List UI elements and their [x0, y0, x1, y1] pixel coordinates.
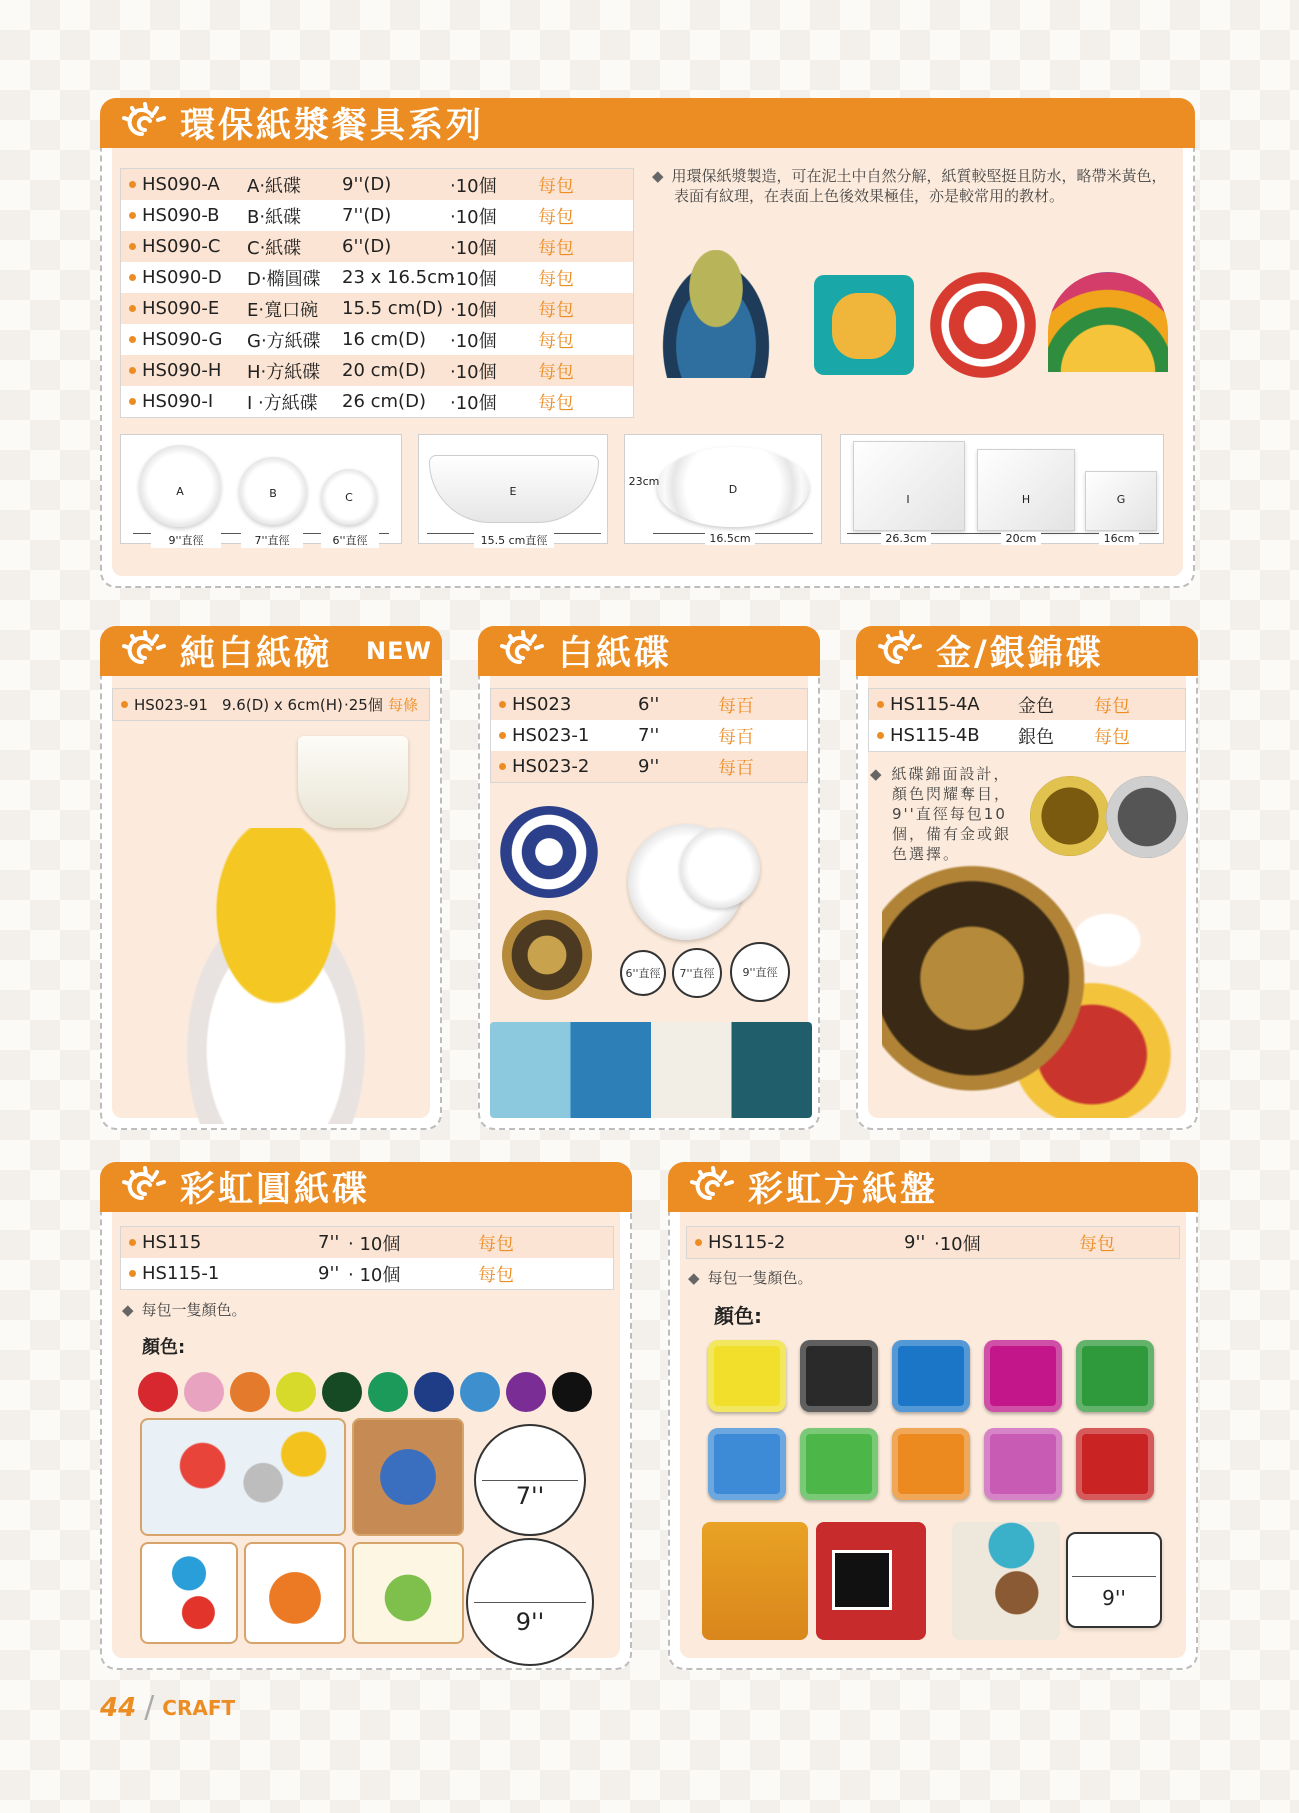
color-label: 顏色:	[142, 1337, 186, 1358]
page-number: 44	[100, 1692, 137, 1723]
color-swatch	[138, 1372, 178, 1412]
color-swatch	[984, 1340, 1062, 1412]
table-row: HS090-G G‧方紙碟 16 cm(D) ‧10個 每包	[121, 324, 633, 355]
color-swatch	[368, 1372, 408, 1412]
table-row: HS115 7'' ‧ 10個 每包	[121, 1227, 613, 1258]
table-row: HS023 6'' 每百	[491, 689, 807, 720]
section-header	[100, 626, 442, 676]
sun-logo-icon	[120, 100, 170, 146]
product-table	[868, 688, 1186, 752]
size-circle-7: 7''直徑	[672, 948, 722, 998]
section-header	[100, 98, 1195, 148]
oval-plate-shot: D 23cm 16.5cm	[624, 434, 822, 544]
owl-plate-photo	[352, 1418, 464, 1536]
section-title: 金/銀錦碟	[936, 634, 1104, 674]
section-header	[668, 1162, 1198, 1212]
white-bowl-photo	[298, 736, 408, 828]
product-note: ◆ 每包一隻顏色。	[122, 1301, 247, 1319]
table-row: HS115-1 9'' ‧ 10個 每包	[121, 1258, 613, 1289]
product-note: ◆ 每包一隻顏色。	[688, 1269, 813, 1287]
color-swatch	[1076, 1428, 1154, 1500]
plate-crafts-photo	[490, 1022, 812, 1118]
table-row: HS090-H H‧方紙碟 20 cm(D) ‧10個 每包	[121, 355, 633, 386]
color-swatch	[460, 1372, 500, 1412]
gold-relief-plate-photo	[502, 910, 592, 1000]
color-swatch	[984, 1428, 1062, 1500]
sun-logo-icon	[876, 628, 926, 674]
color-swatch	[800, 1340, 878, 1412]
clapperboard-photo	[816, 1522, 926, 1640]
white-plate-section	[478, 626, 820, 1130]
color-swatch	[892, 1428, 970, 1500]
table-row: HS090-B B‧紙碟 7''(D) ‧10個 每包	[121, 200, 633, 231]
page-footer	[100, 1690, 235, 1725]
relief-plate-craft-photo	[882, 864, 1182, 1118]
sun-logo-icon	[688, 1164, 738, 1210]
table-row: HS023-1 7'' 每百	[491, 720, 807, 751]
color-swatch	[1076, 1340, 1154, 1412]
square-plates-shot: I H G 26.3cm 20cm 16cm	[840, 434, 1164, 544]
footer-label: CRAFT	[162, 1695, 236, 1720]
table-row: HS115-2 9'' ‧10個 每包	[687, 1227, 1179, 1258]
section-title: 彩虹圓紙碟	[180, 1170, 371, 1210]
foil-plate-section	[856, 626, 1198, 1130]
color-swatch	[800, 1428, 878, 1500]
color-swatch	[184, 1372, 224, 1412]
sun-logo-icon	[120, 1164, 170, 1210]
bird-plate-photo	[244, 1542, 346, 1644]
section-title: 環保紙漿餐具系列	[180, 106, 485, 146]
table-row: HS115-4A 金色 每包	[869, 689, 1185, 720]
size-circle-6: 6''直徑	[620, 950, 666, 996]
section-title: 純白紙碗	[180, 634, 333, 674]
bowl-shot: E 15.5 cm直徑	[418, 434, 608, 544]
product-table	[490, 688, 808, 783]
size-circle-7: 7''	[474, 1424, 586, 1536]
section-header	[856, 626, 1198, 676]
color-swatch	[552, 1372, 592, 1412]
product-table	[120, 168, 634, 418]
product-note: ◆ 紙碟錦面設計，顏色閃耀奪目，9''直徑每包10個，備有金或銀色選擇。	[870, 765, 1012, 863]
round-plates-shot: A B C 9''直徑 7''直徑 6''直徑	[120, 434, 402, 544]
divider-slash: /	[144, 1690, 155, 1725]
fish-plates-photo	[140, 1418, 346, 1536]
color-swatch	[506, 1372, 546, 1412]
table-row: HS023-91 9.6(D) x 6cm(H) ‧25個 每條	[113, 689, 429, 720]
table-row: HS090-A A‧紙碟 9''(D) ‧10個 每包	[121, 169, 633, 200]
section-header	[100, 1162, 632, 1212]
rainbow-square-section	[668, 1162, 1198, 1670]
question-box-photo	[702, 1522, 808, 1640]
teddy-blocks-photo	[952, 1522, 1060, 1640]
size-square-9: 9''	[1066, 1532, 1162, 1628]
dinosaur-plate-photo	[352, 1542, 464, 1644]
sun-logo-icon	[498, 628, 548, 674]
pulp-tableware-section	[100, 98, 1195, 588]
dog-plate-photo	[814, 275, 914, 375]
section-header	[478, 626, 820, 676]
product-note: ◆ 用環保紙漿製造，可在泥土中自然分解，紙質較堅挺且防水，略帶米黃色，表面有紋理，在表面上色後效果極佳，亦是較常用的教材。	[652, 167, 1167, 205]
silver-plate-photo	[1106, 776, 1188, 858]
color-swatch	[322, 1372, 362, 1412]
product-table	[120, 1226, 614, 1290]
section-title: 白紙碟	[558, 634, 673, 674]
monster-plates-photo	[140, 1542, 238, 1644]
gold-plate-photo	[1030, 776, 1110, 856]
new-badge: NEW	[366, 637, 432, 665]
blue-china-plate-photo	[500, 806, 598, 898]
product-table	[112, 688, 430, 721]
color-swatch	[414, 1372, 454, 1412]
color-swatch	[708, 1340, 786, 1412]
dragon-plate-photo	[930, 272, 1036, 378]
product-table	[686, 1226, 1180, 1259]
table-row: HS090-E E‧寬口碗 15.5 cm(D) ‧10個 每包	[121, 293, 633, 324]
color-swatch	[892, 1340, 970, 1412]
white-plate-small	[680, 828, 760, 908]
clay-bowl-craft-photo	[138, 828, 414, 1124]
table-row: HS090-D D‧橢圓碟 23 x 16.5cm ‧10個 每包	[121, 262, 633, 293]
white-bowl-section	[100, 626, 442, 1130]
table-row: HS023-2 9'' 每百	[491, 751, 807, 782]
color-swatch	[708, 1428, 786, 1500]
table-row: HS115-4B 銀色 每包	[869, 720, 1185, 751]
color-swatch	[230, 1372, 270, 1412]
size-circle-9: 9''直徑	[730, 942, 790, 1002]
table-row: HS090-I I ‧方紙碟 26 cm(D) ‧10個 每包	[121, 386, 633, 417]
section-title: 彩虹方紙盤	[748, 1170, 939, 1210]
color-label: 顏色:	[714, 1304, 762, 1328]
sun-logo-icon	[120, 628, 170, 674]
size-circle-9: 9''	[466, 1538, 594, 1666]
basket-craft-photo	[654, 250, 778, 378]
rainbow-round-section	[100, 1162, 632, 1670]
table-row: HS090-C C‧紙碟 6''(D) ‧10個 每包	[121, 231, 633, 262]
color-swatch	[276, 1372, 316, 1412]
